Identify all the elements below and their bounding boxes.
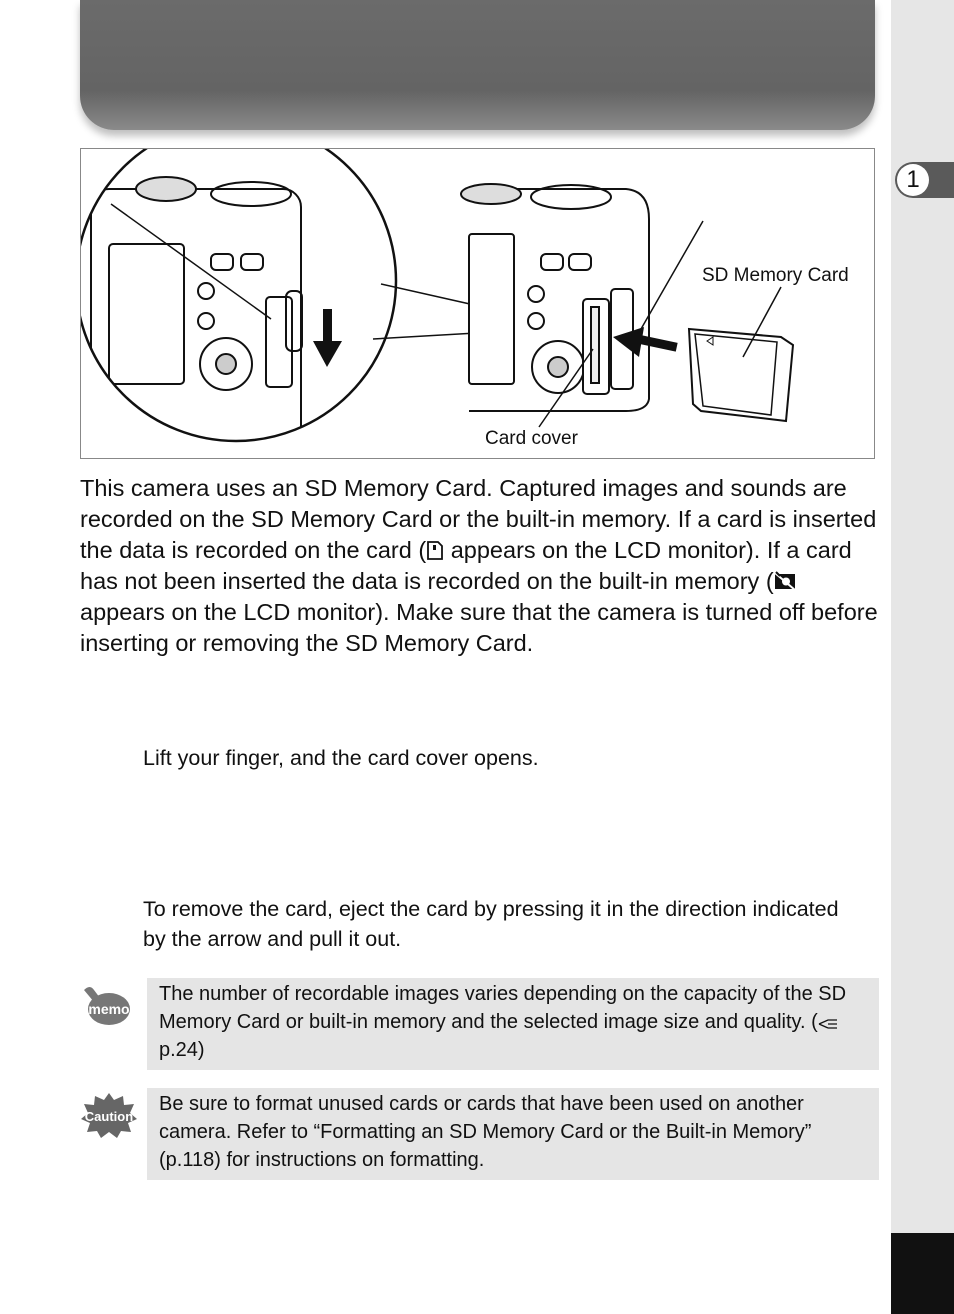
memo-text: The number of recordable images varies depending on the capacity of the SD Memory Card or built-in memory and the selected image size and quality. ( xyxy=(159,983,847,1033)
chapter-number: 1 xyxy=(897,164,929,196)
intro-text-1: This camera uses an SD Memory Card. Captured images and sounds are recorded on the SD Memory Card or the built-in memory. If a card is inserted the data is recorded on the card ( xyxy=(80,475,877,563)
slide-down-arrow xyxy=(313,309,342,367)
caution-note: Be sure to format unused cards or cards that have been used on another camera. Refer to “Formatting an SD Memory Card or the Built-in Memory” (p.118) for instructions on formatting. xyxy=(147,1088,879,1180)
card-cover-label: Card cover xyxy=(485,428,578,449)
memo-page-ref: p.24) xyxy=(159,1039,205,1061)
intro-text-2: appears on the LCD monitor). If a card has not been inserted the data is recorded on the built-in memory ( xyxy=(80,537,852,594)
sd-card-label: SD Memory Card xyxy=(702,265,849,286)
svg-text:Caution: Caution xyxy=(84,1109,134,1124)
sd-card-graphic xyxy=(689,329,793,421)
page-reference-icon xyxy=(818,1017,838,1031)
intro-text-3: appears on the LCD monitor). Make sure that the camera is turned off before inserting or removing the SD Memory Card. xyxy=(80,599,878,656)
memo-icon xyxy=(80,982,132,1028)
magnified-camera-back xyxy=(91,177,302,449)
camera-illustration xyxy=(81,149,874,458)
intro-paragraph xyxy=(80,473,880,659)
sd-card-icon xyxy=(426,539,444,561)
card-insertion-figure xyxy=(80,148,875,459)
svg-text:memo: memo xyxy=(88,1001,130,1017)
page-edge-tab xyxy=(891,1233,954,1314)
chapter-tab[interactable] xyxy=(895,162,954,198)
caution-icon xyxy=(80,1092,138,1138)
memo-note xyxy=(147,978,879,1070)
built-in-memory-icon xyxy=(774,570,796,592)
header-banner xyxy=(80,0,875,130)
camera-with-open-cover xyxy=(461,184,649,411)
step-2-text: To remove the card, eject the card by pressing it in the direction indicated by the arrow and pull it out. xyxy=(143,897,839,951)
step-1-text: Lift your finger, and the card cover opens. xyxy=(143,746,539,770)
